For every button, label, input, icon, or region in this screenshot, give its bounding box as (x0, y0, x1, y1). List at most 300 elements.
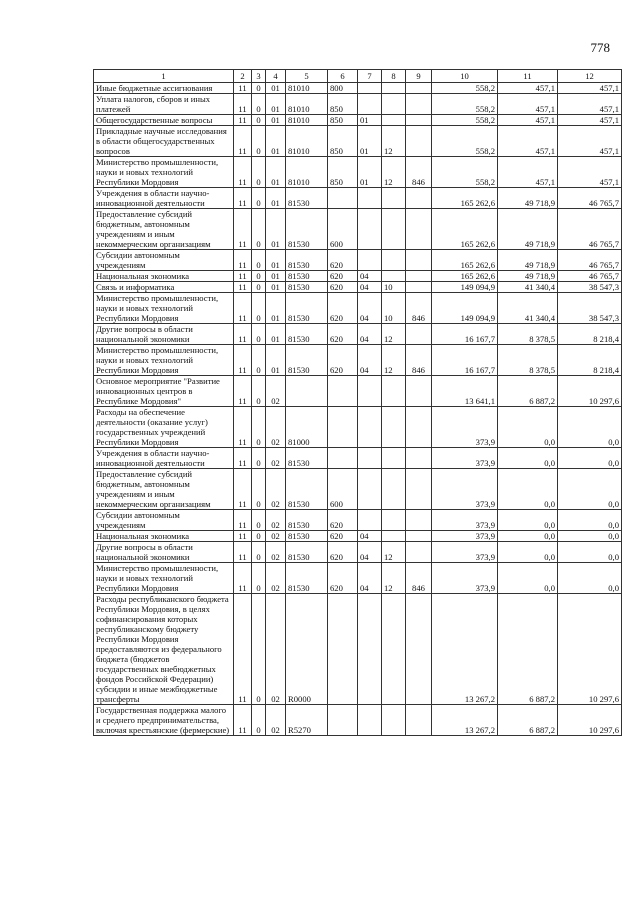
amount-cell: 373,9 (432, 542, 498, 563)
code-cell (328, 188, 358, 209)
code-cell: 01 (358, 115, 382, 126)
code-cell: 02 (266, 542, 286, 563)
code-cell: 81010 (286, 126, 328, 157)
item-name-cell: Уплата налогов, сборов и иных платежей (94, 94, 234, 115)
code-cell: 0 (252, 94, 266, 115)
code-cell: 02 (266, 594, 286, 705)
table-row (94, 94, 622, 115)
code-cell: 11 (234, 282, 252, 293)
item-name-cell: Основное мероприятие "Развитие инновационных центров в Республике Мордовия" (94, 376, 234, 407)
code-cell: 600 (328, 209, 358, 250)
amount-cell: 8 218,4 (558, 345, 622, 376)
code-cell: 620 (328, 563, 358, 594)
code-cell: 04 (358, 271, 382, 282)
amount-cell: 13 267,2 (432, 594, 498, 705)
code-cell (382, 83, 406, 94)
amount-cell: 457,1 (558, 94, 622, 115)
table-row (94, 209, 622, 250)
column-header: 6 (328, 70, 358, 83)
code-cell: 11 (234, 376, 252, 407)
table-row (94, 271, 622, 282)
amount-cell: 10 297,6 (558, 705, 622, 736)
amount-cell: 373,9 (432, 469, 498, 510)
code-cell: 81530 (286, 542, 328, 563)
amount-cell: 0,0 (498, 510, 558, 531)
item-name-cell: Учреждения в области научно-инновационной деятельности (94, 448, 234, 469)
item-name-cell: Субсидии автономным учреждениям (94, 510, 234, 531)
code-cell: 81530 (286, 293, 328, 324)
code-cell (358, 510, 382, 531)
amount-cell: 558,2 (432, 94, 498, 115)
amount-cell: 0,0 (498, 531, 558, 542)
column-header: 3 (252, 70, 266, 83)
code-cell: 10 (382, 293, 406, 324)
code-cell: 04 (358, 531, 382, 542)
amount-cell: 49 718,9 (498, 188, 558, 209)
code-cell: 81530 (286, 271, 328, 282)
code-cell: 11 (234, 126, 252, 157)
table-row (94, 345, 622, 376)
code-cell (382, 376, 406, 407)
column-header: 10 (432, 70, 498, 83)
table-row (94, 542, 622, 563)
code-cell: 0 (252, 542, 266, 563)
table-row (94, 157, 622, 188)
amount-cell: 0,0 (558, 407, 622, 448)
code-cell: 81530 (286, 531, 328, 542)
header-row (94, 70, 622, 83)
amount-cell: 457,1 (498, 157, 558, 188)
code-cell: 846 (406, 345, 432, 376)
code-cell (382, 271, 406, 282)
item-name-cell: Связь и информатика (94, 282, 234, 293)
code-cell: R5270 (286, 705, 328, 736)
code-cell: 01 (266, 293, 286, 324)
code-cell (382, 510, 406, 531)
table-row (94, 324, 622, 345)
table-row (94, 250, 622, 271)
page-number: 778 (590, 40, 610, 55)
code-cell: 0 (252, 188, 266, 209)
code-cell (382, 469, 406, 510)
code-cell: 81000 (286, 407, 328, 448)
code-cell: 01 (266, 126, 286, 157)
code-cell: 81530 (286, 250, 328, 271)
table-row (94, 293, 622, 324)
code-cell: 11 (234, 83, 252, 94)
amount-cell: 10 297,6 (558, 594, 622, 705)
column-header: 9 (406, 70, 432, 83)
item-name-cell: Министерство промышленности, науки и новых технологий Республики Мордовия (94, 293, 234, 324)
item-name-cell: Учреждения в области научно-инновационной деятельности (94, 188, 234, 209)
amount-cell: 165 262,6 (432, 250, 498, 271)
amount-cell: 13 267,2 (432, 705, 498, 736)
code-cell: 10 (382, 282, 406, 293)
code-cell: 850 (328, 115, 358, 126)
code-cell: 02 (266, 469, 286, 510)
code-cell: 01 (266, 209, 286, 250)
table-row (94, 448, 622, 469)
item-name-cell: Национальная экономика (94, 271, 234, 282)
code-cell: 04 (358, 542, 382, 563)
code-cell: 02 (266, 705, 286, 736)
amount-cell: 16 167,7 (432, 345, 498, 376)
amount-cell: 38 547,3 (558, 293, 622, 324)
amount-cell: 373,9 (432, 510, 498, 531)
item-name-cell: Другие вопросы в области национальной экономики (94, 542, 234, 563)
code-cell: 01 (358, 126, 382, 157)
code-cell (382, 188, 406, 209)
code-cell: 0 (252, 282, 266, 293)
amount-cell: 457,1 (558, 83, 622, 94)
amount-cell: 373,9 (432, 563, 498, 594)
item-name-cell: Субсидии автономным учреждениям (94, 250, 234, 271)
code-cell: 01 (266, 94, 286, 115)
code-cell: 620 (328, 271, 358, 282)
code-cell: 02 (266, 407, 286, 448)
amount-cell: 6 887,2 (498, 705, 558, 736)
item-name-cell: Общегосударственные вопросы (94, 115, 234, 126)
code-cell: 620 (328, 542, 358, 563)
amount-cell: 46 765,7 (558, 250, 622, 271)
budget-table (93, 69, 622, 736)
code-cell: 81530 (286, 188, 328, 209)
code-cell: 04 (358, 345, 382, 376)
code-cell: 81530 (286, 510, 328, 531)
code-cell (406, 407, 432, 448)
code-cell: 11 (234, 542, 252, 563)
item-name-cell: Предоставление субсидий бюджетным, автономным учреждениям и иным некоммерческим организациям (94, 209, 234, 250)
code-cell (406, 469, 432, 510)
amount-cell: 558,2 (432, 126, 498, 157)
amount-cell: 8 218,4 (558, 324, 622, 345)
amount-cell: 6 887,2 (498, 376, 558, 407)
code-cell: 12 (382, 324, 406, 345)
code-cell: 11 (234, 271, 252, 282)
code-cell (358, 250, 382, 271)
code-cell: 81010 (286, 115, 328, 126)
code-cell: 600 (328, 469, 358, 510)
table-row (94, 594, 622, 705)
code-cell (406, 83, 432, 94)
code-cell: 11 (234, 157, 252, 188)
code-cell: 01 (266, 271, 286, 282)
amount-cell: 457,1 (498, 115, 558, 126)
code-cell (406, 250, 432, 271)
code-cell: 02 (266, 448, 286, 469)
code-cell: 11 (234, 250, 252, 271)
amount-cell: 0,0 (558, 448, 622, 469)
code-cell (406, 531, 432, 542)
code-cell: 81010 (286, 157, 328, 188)
code-cell: 846 (406, 157, 432, 188)
code-cell (358, 469, 382, 510)
amount-cell: 0,0 (558, 510, 622, 531)
code-cell: 81010 (286, 94, 328, 115)
column-header: 7 (358, 70, 382, 83)
code-cell: 620 (328, 531, 358, 542)
amount-cell: 457,1 (498, 126, 558, 157)
code-cell: 11 (234, 209, 252, 250)
amount-cell: 41 340,4 (498, 293, 558, 324)
table-body (94, 83, 622, 736)
table-row (94, 705, 622, 736)
code-cell (328, 705, 358, 736)
code-cell: R0000 (286, 594, 328, 705)
item-name-cell: Национальная экономика (94, 531, 234, 542)
column-header: 5 (286, 70, 328, 83)
amount-cell: 373,9 (432, 531, 498, 542)
code-cell: 11 (234, 510, 252, 531)
code-cell: 0 (252, 271, 266, 282)
code-cell: 12 (382, 157, 406, 188)
code-cell: 620 (328, 345, 358, 376)
item-name-cell: Предоставление субсидий бюджетным, автономным учреждениям и иным некоммерческим организациям (94, 469, 234, 510)
table-row (94, 407, 622, 448)
code-cell (328, 407, 358, 448)
amount-cell: 41 340,4 (498, 282, 558, 293)
code-cell: 0 (252, 531, 266, 542)
code-cell: 81530 (286, 209, 328, 250)
code-cell: 11 (234, 188, 252, 209)
code-cell: 11 (234, 115, 252, 126)
code-cell: 11 (234, 345, 252, 376)
code-cell: 81530 (286, 563, 328, 594)
code-cell (358, 94, 382, 115)
code-cell: 04 (358, 293, 382, 324)
code-cell: 01 (266, 345, 286, 376)
code-cell (406, 209, 432, 250)
code-cell: 04 (358, 282, 382, 293)
amount-cell: 38 547,3 (558, 282, 622, 293)
code-cell (406, 271, 432, 282)
code-cell: 0 (252, 126, 266, 157)
table-row (94, 531, 622, 542)
code-cell: 12 (382, 126, 406, 157)
code-cell: 11 (234, 94, 252, 115)
code-cell: 0 (252, 448, 266, 469)
amount-cell: 49 718,9 (498, 250, 558, 271)
table-row (94, 563, 622, 594)
code-cell (358, 188, 382, 209)
code-cell: 846 (406, 563, 432, 594)
item-name-cell: Прикладные научные исследования в области общегосударственных вопросов (94, 126, 234, 157)
amount-cell: 165 262,6 (432, 188, 498, 209)
code-cell: 11 (234, 563, 252, 594)
code-cell (406, 594, 432, 705)
column-header: 2 (234, 70, 252, 83)
code-cell: 01 (266, 188, 286, 209)
item-name-cell: Иные бюджетные ассигнования (94, 83, 234, 94)
amount-cell: 0,0 (498, 563, 558, 594)
code-cell: 0 (252, 157, 266, 188)
code-cell: 11 (234, 448, 252, 469)
code-cell: 620 (328, 510, 358, 531)
code-cell: 01 (266, 157, 286, 188)
amount-cell: 0,0 (558, 531, 622, 542)
code-cell: 0 (252, 293, 266, 324)
item-name-cell: Государственная поддержка малого и среднего предпринимательства, включая крестьянские (фермерские) (94, 705, 234, 736)
amount-cell: 0,0 (498, 542, 558, 563)
code-cell (406, 115, 432, 126)
amount-cell: 0,0 (498, 448, 558, 469)
code-cell (328, 448, 358, 469)
code-cell: 620 (328, 324, 358, 345)
code-cell: 02 (266, 531, 286, 542)
code-cell (406, 705, 432, 736)
code-cell: 81010 (286, 83, 328, 94)
amount-cell: 0,0 (558, 469, 622, 510)
amount-cell: 165 262,6 (432, 271, 498, 282)
code-cell (406, 510, 432, 531)
code-cell (382, 94, 406, 115)
code-cell: 0 (252, 705, 266, 736)
code-cell: 0 (252, 345, 266, 376)
code-cell: 620 (328, 282, 358, 293)
code-cell (382, 594, 406, 705)
code-cell (358, 83, 382, 94)
table-row (94, 510, 622, 531)
code-cell: 81530 (286, 345, 328, 376)
code-cell: 0 (252, 83, 266, 94)
code-cell (406, 126, 432, 157)
code-cell (406, 542, 432, 563)
code-cell (382, 448, 406, 469)
column-header: 4 (266, 70, 286, 83)
amount-cell: 8 378,5 (498, 345, 558, 376)
code-cell: 11 (234, 293, 252, 324)
code-cell: 01 (266, 324, 286, 345)
code-cell: 81530 (286, 282, 328, 293)
amount-cell: 46 765,7 (558, 271, 622, 282)
amount-cell: 457,1 (498, 94, 558, 115)
item-name-cell: Министерство промышленности, науки и новых технологий Республики Мордовия (94, 563, 234, 594)
code-cell: 0 (252, 209, 266, 250)
amount-cell: 0,0 (498, 469, 558, 510)
item-name-cell: Министерство промышленности, науки и новых технологий Республики Мордовия (94, 157, 234, 188)
code-cell: 846 (406, 293, 432, 324)
code-cell: 850 (328, 126, 358, 157)
code-cell: 01 (266, 250, 286, 271)
code-cell (382, 209, 406, 250)
code-cell: 0 (252, 250, 266, 271)
amount-cell: 0,0 (558, 542, 622, 563)
table-row (94, 469, 622, 510)
code-cell: 11 (234, 324, 252, 345)
code-cell (358, 705, 382, 736)
code-cell (382, 705, 406, 736)
amount-cell: 558,2 (432, 157, 498, 188)
amount-cell: 46 765,7 (558, 209, 622, 250)
table-row (94, 188, 622, 209)
code-cell: 12 (382, 563, 406, 594)
code-cell: 11 (234, 705, 252, 736)
amount-cell: 457,1 (558, 126, 622, 157)
code-cell: 02 (266, 563, 286, 594)
code-cell: 04 (358, 324, 382, 345)
table-row (94, 376, 622, 407)
code-cell (358, 594, 382, 705)
code-cell: 11 (234, 594, 252, 705)
code-cell: 01 (266, 83, 286, 94)
column-header: 12 (558, 70, 622, 83)
code-cell: 02 (266, 510, 286, 531)
code-cell: 620 (328, 250, 358, 271)
code-cell: 81530 (286, 448, 328, 469)
code-cell: 0 (252, 324, 266, 345)
amount-cell: 16 167,7 (432, 324, 498, 345)
item-name-cell: Расходы республиканского бюджета Республики Мордовия, в целях софинансирования которых республиканскому бюджету Республики Мордовия предоставляются из федерального бюджета (бюджетов государственных внебюджетных фондов Российской Федерации) субсидии и иные межбюджетные трансферты (94, 594, 234, 705)
code-cell (382, 407, 406, 448)
amount-cell: 373,9 (432, 448, 498, 469)
code-cell (406, 448, 432, 469)
code-cell (328, 594, 358, 705)
table-row (94, 126, 622, 157)
amount-cell: 46 765,7 (558, 188, 622, 209)
code-cell: 0 (252, 115, 266, 126)
code-cell: 12 (382, 345, 406, 376)
amount-cell: 49 718,9 (498, 271, 558, 282)
code-cell (328, 376, 358, 407)
column-header: 11 (498, 70, 558, 83)
code-cell (406, 94, 432, 115)
amount-cell: 149 094,9 (432, 282, 498, 293)
code-cell: 04 (358, 563, 382, 594)
amount-cell: 13 641,1 (432, 376, 498, 407)
code-cell: 850 (328, 157, 358, 188)
code-cell: 02 (266, 376, 286, 407)
amount-cell: 457,1 (558, 157, 622, 188)
amount-cell: 558,2 (432, 83, 498, 94)
code-cell: 11 (234, 531, 252, 542)
code-cell: 11 (234, 469, 252, 510)
code-cell: 81530 (286, 324, 328, 345)
code-cell (358, 407, 382, 448)
code-cell: 81530 (286, 469, 328, 510)
code-cell (382, 250, 406, 271)
code-cell: 11 (234, 407, 252, 448)
code-cell (406, 376, 432, 407)
code-cell (358, 376, 382, 407)
code-cell (286, 376, 328, 407)
amount-cell: 373,9 (432, 407, 498, 448)
code-cell (406, 188, 432, 209)
code-cell: 0 (252, 563, 266, 594)
amount-cell: 8 378,5 (498, 324, 558, 345)
amount-cell: 165 262,6 (432, 209, 498, 250)
code-cell: 0 (252, 407, 266, 448)
amount-cell: 6 887,2 (498, 594, 558, 705)
column-header: 1 (94, 70, 234, 83)
code-cell (406, 324, 432, 345)
code-cell: 800 (328, 83, 358, 94)
code-cell (358, 209, 382, 250)
amount-cell: 0,0 (498, 407, 558, 448)
code-cell: 0 (252, 510, 266, 531)
code-cell: 0 (252, 469, 266, 510)
code-cell: 12 (382, 542, 406, 563)
code-cell (358, 448, 382, 469)
code-cell (406, 282, 432, 293)
amount-cell: 0,0 (558, 563, 622, 594)
code-cell (382, 531, 406, 542)
code-cell: 01 (358, 157, 382, 188)
item-name-cell: Расходы на обеспечение деятельности (оказание услуг) государственных учреждений Республики Мордовия (94, 407, 234, 448)
amount-cell: 457,1 (558, 115, 622, 126)
amount-cell: 558,2 (432, 115, 498, 126)
item-name-cell: Министерство промышленности, науки и новых технологий Республики Мордовия (94, 345, 234, 376)
code-cell: 0 (252, 376, 266, 407)
